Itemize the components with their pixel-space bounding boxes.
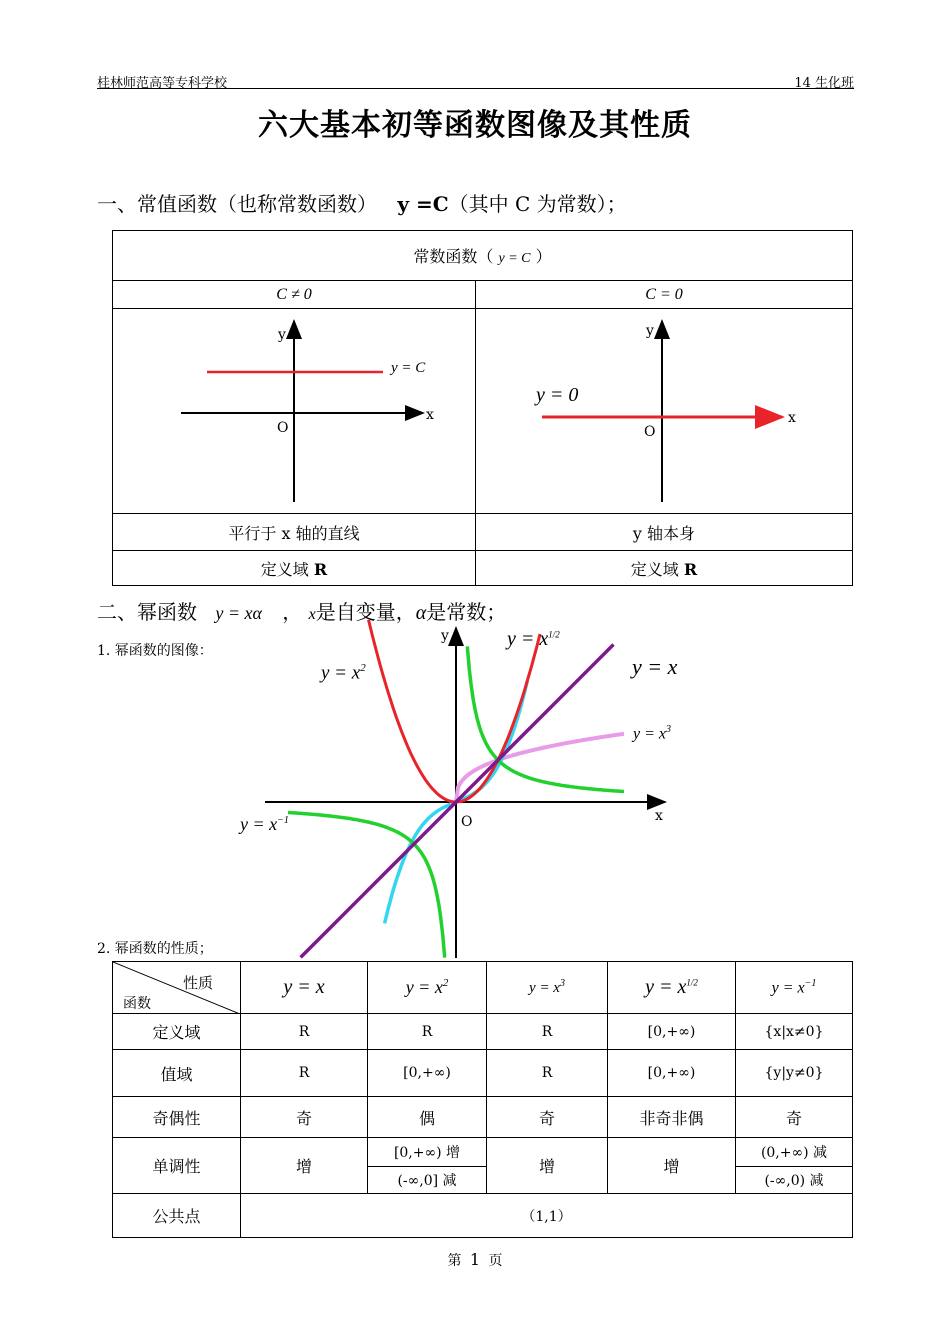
domain-value: R: [683, 559, 698, 579]
cell: R: [487, 1014, 608, 1050]
col-head-exp: −1: [804, 977, 817, 989]
domain-prefix: 定义域: [630, 559, 684, 579]
col-head-exp: 1/2: [686, 977, 698, 988]
label-sqrt: [507, 628, 560, 651]
constant-title-prefix: 常数函数（: [413, 247, 494, 266]
cell: R: [487, 1050, 608, 1097]
constant-title-formula: y = C: [498, 251, 531, 266]
col-head-base: y = x: [771, 979, 805, 997]
col-head-base: y = x: [529, 980, 560, 996]
subheading-graph: 1. 幂函数的图像：: [97, 643, 213, 659]
section1-heading-suffix: （其中 C 为常数）；: [448, 192, 627, 216]
cell: 奇: [241, 1097, 368, 1138]
cell: 增: [241, 1138, 368, 1194]
cell: R: [368, 1014, 487, 1050]
label-inverse-exp: −1: [277, 815, 289, 826]
row-range: [113, 1050, 853, 1097]
cell: {x|x≠0}: [736, 1014, 853, 1050]
cell: 偶: [368, 1097, 487, 1138]
col-c-zero: C = 0: [476, 281, 853, 309]
label-inverse-base: y = x: [240, 814, 278, 834]
domain-c-zero: [476, 551, 853, 586]
cell: (-∞,0) 减: [736, 1167, 853, 1194]
section2-heading-comma: ，: [282, 600, 303, 624]
col-head-exp: 2: [442, 977, 449, 989]
col-head-cube: [487, 962, 608, 1014]
row-parity: [113, 1097, 853, 1138]
row-label: 公共点: [113, 1194, 241, 1238]
page-number: 1: [469, 1250, 481, 1269]
col-head-sqrt: [608, 962, 736, 1014]
origin-label: O: [277, 420, 289, 436]
domain-value: R: [313, 559, 328, 579]
col-head-square: [368, 962, 487, 1014]
subheading-properties: 2. 幂函数的性质；: [97, 941, 213, 957]
corner-bottom-label: 函数: [123, 996, 151, 1012]
cell: (-∞,0] 减: [368, 1167, 487, 1194]
section2-heading-prefix: 二、幂函数: [97, 600, 197, 624]
col-head-inverse: [736, 962, 853, 1014]
graph-c-zero: [476, 309, 853, 514]
row-label: 奇偶性: [113, 1097, 241, 1138]
col-head-base: y = x: [283, 976, 325, 998]
curve-inverse-positive: [467, 646, 624, 791]
page-title: 六大基本初等函数图像及其性质: [258, 108, 692, 143]
section1-heading-prefix: 一、常值函数（也称常数函数）: [97, 192, 377, 216]
cell: R: [241, 1050, 368, 1097]
col-c-nonzero: C ≠ 0: [113, 281, 476, 309]
x-axis-label: x: [426, 407, 434, 423]
label-inverse: [240, 814, 289, 835]
curve-label: y = C: [391, 360, 426, 376]
row-domain: [113, 1014, 853, 1050]
graph-c-nonzero: [113, 309, 475, 514]
row-common-point: [113, 1194, 853, 1238]
header-rule: [97, 88, 854, 89]
curve-cube: [456, 734, 624, 802]
section2-heading-formula: y = xα: [215, 603, 262, 623]
domain-prefix: 定义域: [260, 559, 314, 579]
row-label: 值域: [113, 1050, 241, 1097]
section1-heading-formula: y =C: [397, 192, 449, 216]
cell: {y|y≠0}: [736, 1050, 853, 1097]
cell: [0,+∞): [608, 1050, 736, 1097]
cell: [0,+∞): [608, 1014, 736, 1050]
row-label: 定义域: [113, 1014, 241, 1050]
cell: （1,1）: [241, 1194, 853, 1238]
label-cube-base: y = x: [633, 725, 666, 743]
curve-inverse-negative: [288, 813, 445, 958]
graph-c-nonzero-cell: [113, 309, 476, 514]
graph-origin-label: O: [461, 814, 473, 830]
header-school: 桂林师范高等专科学校: [97, 76, 228, 91]
label-cube-exp: 3: [666, 724, 671, 735]
label-sqrt-exp: 1/2: [548, 629, 560, 640]
label-square: [321, 662, 366, 684]
col-head-base: y = x: [645, 976, 687, 998]
footer-suffix: 页: [488, 1253, 503, 1269]
power-function-graph: [220, 620, 690, 960]
corner-top-label: 性质: [183, 974, 214, 992]
label-cube: [633, 724, 671, 743]
cell: 非奇非偶: [608, 1097, 736, 1138]
constant-title-suffix: ）: [535, 247, 552, 266]
section2-heading-alpha: α: [415, 602, 427, 624]
col-head-exp: 3: [559, 978, 565, 989]
graph-x-label: x: [655, 808, 663, 824]
desc-c-zero: y 轴本身: [476, 514, 853, 551]
y-axis-label: y: [646, 323, 654, 339]
cell: [0,+∞): [368, 1050, 487, 1097]
section2-heading-var: x: [308, 606, 316, 623]
cell: R: [241, 1014, 368, 1050]
power-properties-table: [112, 961, 853, 1238]
cell: 增: [608, 1138, 736, 1194]
domain-c-nonzero: [113, 551, 476, 586]
row-monotonic: [113, 1138, 853, 1167]
header-class: 14 生化班: [794, 76, 854, 91]
cell: [0,+∞) 增: [368, 1138, 487, 1167]
col-head-linear: [241, 962, 368, 1014]
graph-y-label: y: [441, 628, 449, 644]
cell: 增: [487, 1138, 608, 1194]
label-sqrt-base: y = x: [507, 628, 549, 650]
label-square-exp: 2: [360, 662, 366, 674]
curve-label: y = 0: [536, 384, 579, 406]
row-label: 单调性: [113, 1138, 241, 1194]
label-linear: y = x: [632, 654, 678, 679]
constant-table-title: [113, 231, 853, 281]
y-axis-label: y: [278, 327, 286, 343]
section2-heading-mid: 是自变量，: [315, 600, 416, 624]
origin-label: O: [644, 424, 656, 440]
page-footer: [0, 1250, 950, 1270]
curve-linear: [301, 645, 614, 958]
section2-heading-suffix: 是常数；: [426, 600, 507, 624]
cell: 奇: [736, 1097, 853, 1138]
section1-heading: [97, 188, 627, 217]
constant-function-table: [112, 230, 853, 586]
x-axis-label: x: [788, 410, 796, 426]
cell: 奇: [487, 1097, 608, 1138]
desc-c-nonzero: 平行于 x 轴的直线: [113, 514, 476, 551]
footer-prefix: 第: [447, 1253, 462, 1269]
graph-c-zero-cell: [476, 309, 853, 514]
corner-cell: [113, 962, 241, 1014]
label-square-base: y = x: [321, 662, 361, 684]
cell: (0,+∞) 减: [736, 1138, 853, 1167]
col-head-base: y = x: [405, 977, 443, 997]
